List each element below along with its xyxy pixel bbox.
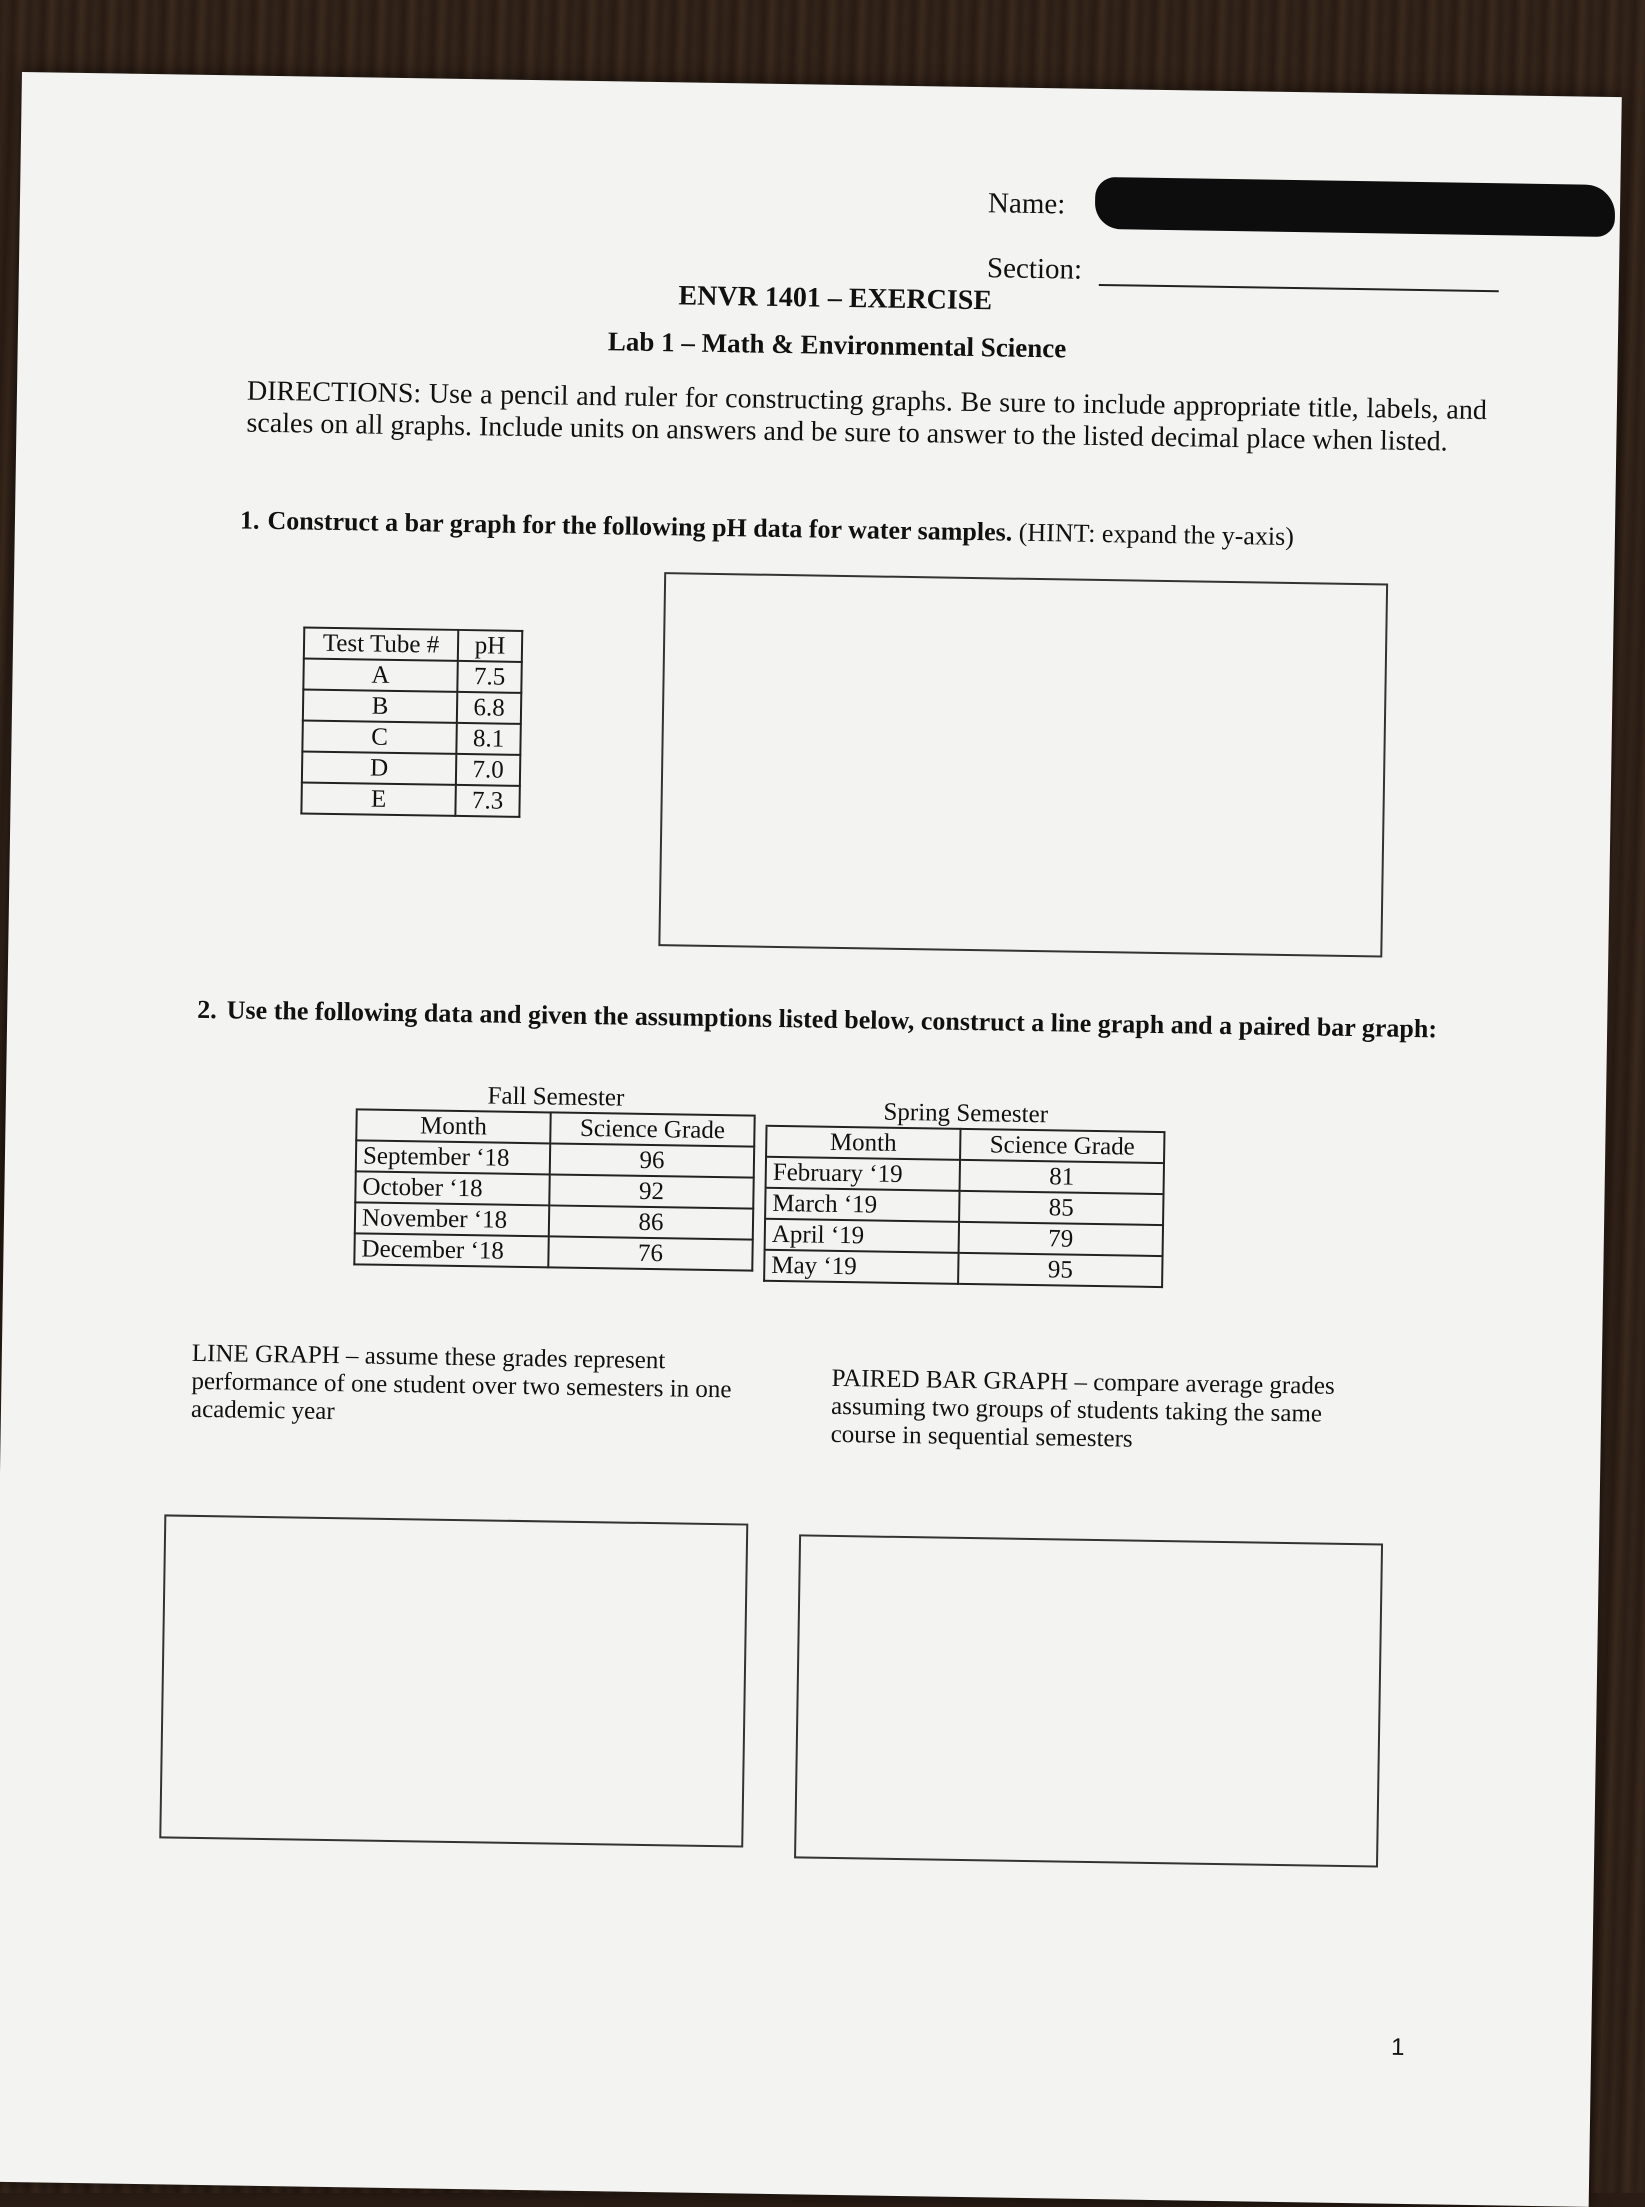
line-graph-answer-box: [159, 1514, 748, 1847]
question-2: [197, 995, 1457, 1045]
section-label: Section:: [986, 252, 1083, 286]
question-1-number: 1.: [239, 505, 260, 535]
column-header: Month: [356, 1109, 550, 1143]
table-cell: 79: [959, 1222, 1163, 1256]
fall-semester-table: [353, 1079, 756, 1271]
table-caption: Spring Semester: [767, 1096, 1165, 1132]
column-header: Test Tube #: [304, 628, 458, 661]
table-cell: 92: [549, 1174, 753, 1208]
course-title: ENVR 1401 – EXERCISE: [678, 280, 993, 317]
table-row: [354, 1233, 752, 1270]
table-row: [301, 782, 519, 816]
table-cell: April ‘19: [765, 1219, 959, 1253]
table-cell: E: [301, 782, 455, 815]
page-number: 1: [1390, 2033, 1405, 2061]
question-2-number: 2.: [197, 994, 218, 1025]
table-row: [303, 658, 521, 692]
table-row: [302, 751, 520, 785]
question-2-text: Use the following data and given the assumptions listed below, construct a line graph and a paired bar graph:: [226, 995, 1438, 1044]
column-header: pH: [458, 630, 522, 662]
table-cell: 6.8: [457, 692, 521, 724]
table-row: [303, 689, 521, 723]
table-row: [764, 1250, 1162, 1287]
column-header: Science Grade: [960, 1129, 1164, 1163]
table-cell: 86: [549, 1205, 753, 1239]
table-cell: November ‘18: [355, 1202, 549, 1236]
table-cell: 8.1: [456, 723, 520, 755]
table-cell: September ‘18: [356, 1140, 550, 1174]
name-redaction: [1095, 177, 1616, 237]
table-cell: 81: [960, 1160, 1164, 1194]
question-1: [240, 505, 1500, 555]
question-1-hint: (HINT: expand the y-axis): [1018, 517, 1295, 552]
table-cell: A: [303, 658, 457, 691]
line-graph-instructions: LINE GRAPH – assume these grades represent performance of one student over two semesters in one academic year: [190, 1339, 732, 1426]
table-cell: 7.0: [456, 754, 520, 786]
table-cell: May ‘19: [764, 1250, 958, 1284]
section-blank-line: [1099, 284, 1499, 292]
name-label: Name:: [987, 187, 1066, 221]
table-cell: 95: [958, 1253, 1162, 1287]
table-cell: March ‘19: [765, 1188, 959, 1222]
directions-text: DIRECTIONS: Use a pencil and ruler for constructing graphs. Be sure to include appropriate title, labels, and scales on all graphs. Include units on answers and be sure to answer to the listed decimal place when listed.: [246, 375, 1488, 458]
table-cell: 76: [548, 1236, 752, 1270]
spring-semester-table: [763, 1096, 1166, 1288]
bar-graph-answer-box: [658, 572, 1388, 957]
table-cell: February ‘19: [766, 1157, 960, 1191]
worksheet-page: [0, 72, 1622, 2207]
paired-bar-graph-instructions: PAIRED BAR GRAPH – compare average grades assuming two groups of students taking the same course in sequential semesters: [830, 1364, 1335, 1453]
paired-bar-graph-answer-box: [794, 1534, 1383, 1867]
ph-data-table: [300, 626, 523, 817]
table-cell: 96: [550, 1143, 754, 1177]
table-cell: 7.5: [457, 661, 521, 693]
table-row: [302, 720, 520, 754]
table-cell: D: [302, 751, 456, 784]
table-cell: October ‘18: [355, 1171, 549, 1205]
table-cell: December ‘18: [354, 1233, 548, 1267]
table-cell: C: [302, 720, 456, 753]
table-cell: B: [303, 689, 457, 722]
table-header-row: [304, 628, 522, 662]
table-caption: Fall Semester: [357, 1079, 755, 1115]
table-cell: 85: [959, 1191, 1163, 1225]
column-header: Month: [766, 1126, 960, 1160]
table-cell: 7.3: [455, 785, 519, 817]
column-header: Science Grade: [550, 1112, 754, 1146]
lab-title: Lab 1 – Math & Environmental Science: [607, 326, 1067, 364]
question-1-text: Construct a bar graph for the following pH data for water samples.: [267, 505, 1013, 547]
